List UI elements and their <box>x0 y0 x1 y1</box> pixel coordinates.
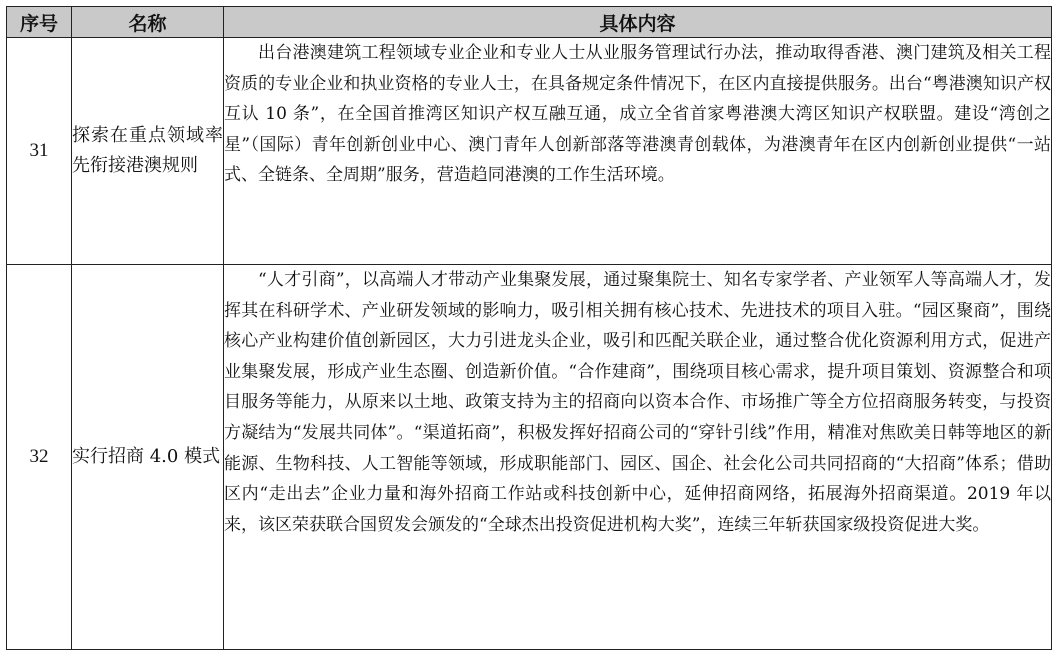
header-no: 序号 <box>7 7 72 38</box>
header-content: 具体内容 <box>224 7 1052 38</box>
row-content <box>224 265 1052 650</box>
table-row <box>7 265 1052 650</box>
document-page <box>6 6 1051 652</box>
row-name: 实行招商 4.0 模式 <box>72 265 224 650</box>
row-number: 31 <box>7 38 72 265</box>
row-content-text: “人才引商”，以高端人才带动产业集聚发展，通过聚集院士、知名专家学者、产业领军人等高端人才，发挥其在科研学术、产业研发领域的影响力，吸引相关拥有核心技术、先进技术的项目入驻。“园区聚商”，围绕核心产业构建价值创新园区，大力引进龙头企业，吸引和匹配关联企业，通过整合优化资源利用方式，促进产业集聚发展，形成产业生态圈、创造新价值。“合作建商”，围绕项目核心需求，提升项目策划、资源整合和项目服务等能力，从原来以土地、政策支持为主的招商向以资本合作、市场推广等全方位招商服务转变，与投资方凝结为“发展共同体”。“渠道拓商”，积极发挥好招商公司的“穿针引线”作用，精准对焦欧美日韩等地区的新能源、生物科技、人工智能等领域，形成职能部门、园区、国企、社会化公司共同招商的“大招商”体系；借助区内“走出去”企业力量和海外招商工作站或科技创新中心，延伸招商网络，拓展海外招商渠道。2019 年以来，该区荣获联合国贸发会颁发的“全球杰出投资促进机构大奖”，连续三年斩获国家级投资促进大奖。 <box>224 270 1051 535</box>
row-name: 探索在重点领域率先衔接港澳规则 <box>72 38 224 265</box>
table-row <box>7 38 1052 265</box>
table-header-row <box>7 7 1052 38</box>
row-content <box>224 38 1052 265</box>
row-content-text: 出台港澳建筑工程领域专业企业和专业人士从业服务管理试行办法，推动取得香港、澳门建筑及相关工程资质的专业企业和执业资格的专业人士，在具备规定条件情况下，在区内直接提供服务。出台“粤港澳知识产权互认 10 条”，在全国首推湾区知识产权互融互通，成立全省首家粤港澳大湾区知识产权联盟。建设“湾创之星”（国际）青年创新创业中心、澳门青年人创新部落等港澳青创载体，为港澳青年在区内创新创业提供“一站式、全链条、全周期”服务，营造趋同港澳的工作生活环境。 <box>224 43 1051 186</box>
policy-table <box>6 6 1052 650</box>
header-name: 名称 <box>72 7 224 38</box>
row-number: 32 <box>7 265 72 650</box>
